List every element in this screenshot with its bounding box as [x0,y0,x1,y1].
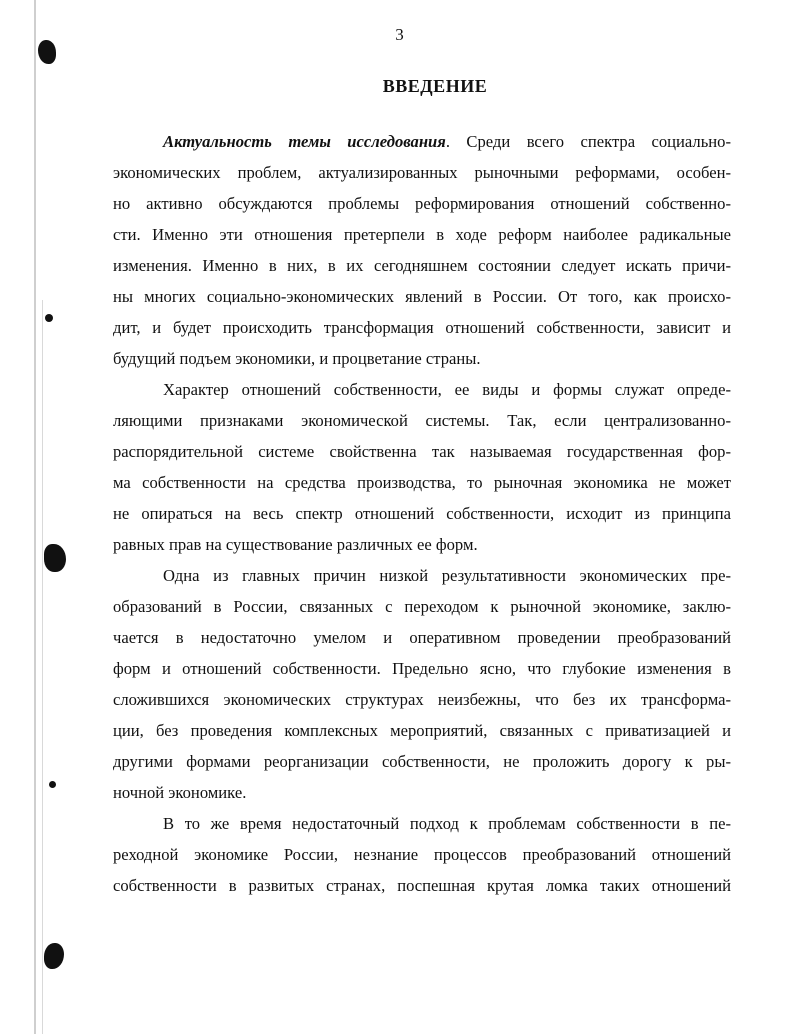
text-line: Актуальность темы исследования. Среди всего спектра социально- [163,132,731,151]
text-line: ночной экономике. [113,783,247,802]
paragraph-lead: Актуальность темы исследования [163,132,446,151]
text-line: не опираться на весь спектр отношений собственности, исходит из принципа [113,504,731,523]
paragraph [113,374,731,560]
text-line: сти. Именно эти отношения претерпели в ходе реформ наиболее радикальные [113,225,731,244]
text-line: будущий подъем экономики, и процветание страны. [113,349,481,368]
punch-hole-mark [44,544,66,572]
paragraph [113,126,731,374]
text-line: равных прав на существование различных ее форм. [113,535,478,554]
text-line: другими формами реорганизации собственности, не проложить дорогу к ры- [113,752,731,771]
text-line: форм и отношений собственности. Предельно ясно, что глубокие изменения в [113,659,731,678]
text-line: Характер отношений собственности, ее виды и формы служат опреде- [163,380,731,399]
section-heading: ВВЕДЕНИЕ [382,76,488,96]
page-number: 3 [395,25,404,44]
punch-hole-mark [45,314,53,322]
body-text [113,126,731,901]
text-line: реходной экономике России, незнание процессов преобразований отношений [113,845,731,864]
text-line: образований в России, связанных с переходом к рыночной экономике, заклю- [113,597,731,616]
text-line: но активно обсуждаются проблемы реформирования отношений собственно- [113,194,731,213]
paragraph [113,808,731,901]
text-line: распорядительной системе свойственна так называемая государственная фор- [113,442,731,461]
scan-edge-line [42,300,43,1034]
text-line: ции, без проведения комплексных мероприятий, связанных с приватизацией и [113,721,731,740]
text-line: Одна из главных причин низкой результативности экономических пре- [163,566,731,585]
text-line: собственности в развитых странах, поспешная крутая ломка таких отношений [113,876,731,895]
text-line: ляющими признаками экономической системы. Так, если централизованно- [113,411,731,430]
text-line: дит, и будет происходить трансформация отношений собственности, зависит и [113,318,731,337]
scan-edge-line [34,0,36,1034]
paragraph [113,560,731,808]
text-line: ны многих социально-экономических явлений в России. От того, как происхо- [113,287,731,306]
punch-hole-mark [49,781,56,788]
text-line: чается в недостаточно умелом и оперативном проведении преобразований [113,628,731,647]
text-line: сложившихся экономических структурах неизбежны, что без их трансформа- [113,690,731,709]
punch-hole-mark [44,943,64,969]
text-line: ма собственности на средства производства, то рыночная экономика не может [113,473,731,492]
text-line: изменения. Именно в них, в их сегодняшнем состоянии следует искать причи- [113,256,731,275]
text-line: экономических проблем, актуализированных рыночными реформами, особен- [113,163,731,182]
text-line: В то же время недостаточный подход к проблемам собственности в пе- [163,814,731,833]
